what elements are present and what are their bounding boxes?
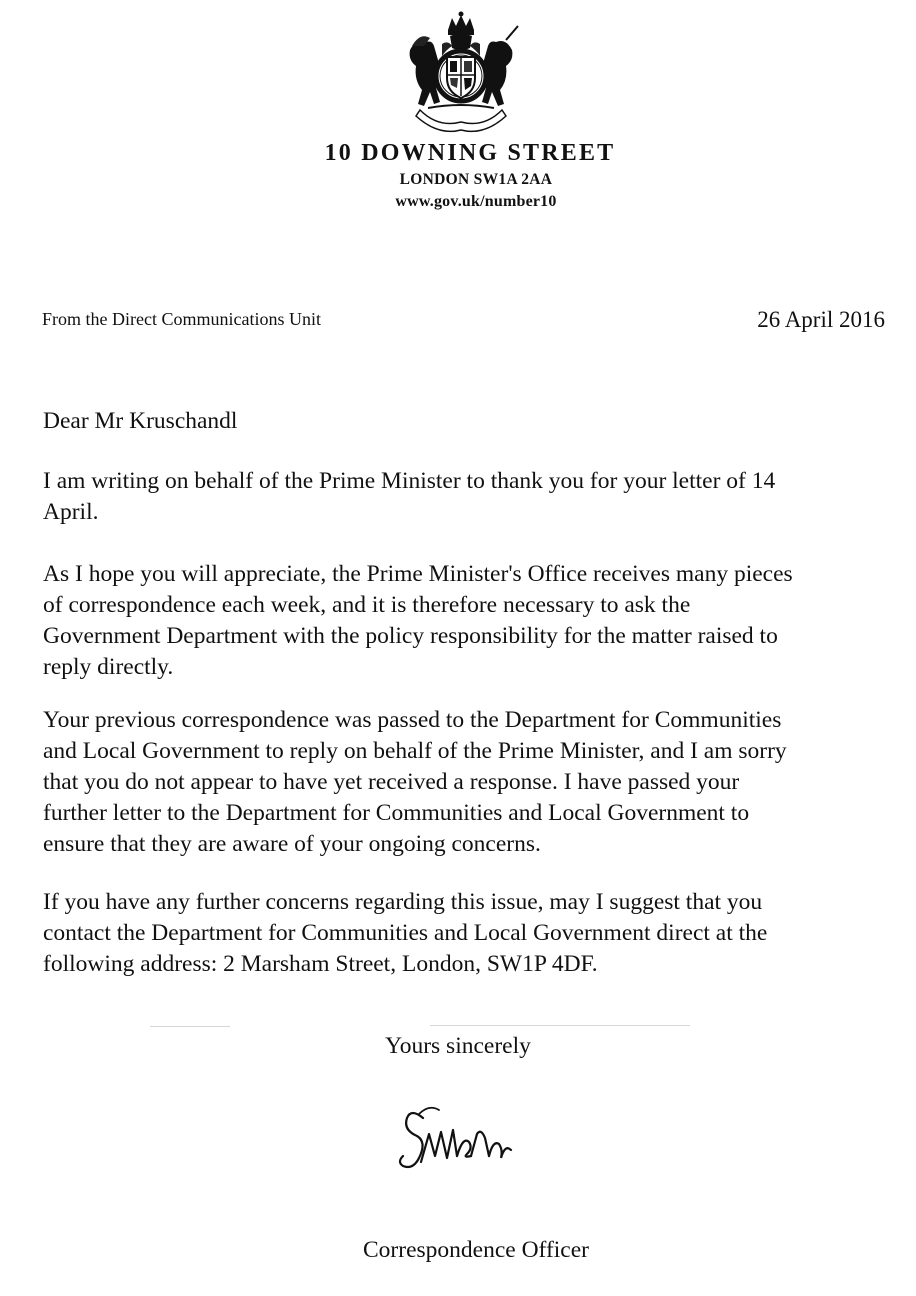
- body-paragraph: [43, 559, 793, 683]
- signatory-title: Correspondence Officer: [363, 1237, 589, 1263]
- paragraph-line: contact the Department for Communities and Local Government direct at the: [43, 920, 768, 946]
- paragraph-line: April.: [43, 499, 99, 525]
- letterhead-title: 10 DOWNING STREET: [324, 140, 616, 166]
- paragraph-line: reply directly.: [43, 654, 174, 680]
- paragraph-line: and Local Government to reply on behalf of the Prime Minister, and I am sorry: [43, 738, 787, 764]
- handwritten-signature-icon: [393, 1100, 523, 1195]
- salutation: Dear Mr Kruschandl: [43, 408, 238, 434]
- paragraph-line: If you have any further concerns regarding this issue, may I suggest that you: [43, 889, 763, 915]
- sender-unit: From the Direct Communications Unit: [42, 309, 321, 329]
- letterhead-website: www.gov.uk/number10: [395, 193, 557, 210]
- paragraph-line: of correspondence each week, and it is therefore necessary to ask the: [43, 592, 691, 618]
- paragraph-line: ensure that they are aware of your ongoing concerns.: [43, 831, 541, 857]
- scan-artifact-line: [150, 1026, 230, 1027]
- valediction: Yours sincerely: [385, 1033, 531, 1059]
- paragraph-line: that you do not appear to have yet received a response. I have passed your: [43, 769, 740, 795]
- paragraph-line: further letter to the Department for Communities and Local Government to: [43, 800, 750, 826]
- body-paragraph: [43, 705, 787, 860]
- letterhead-address: LONDON SW1A 2AA: [399, 171, 553, 188]
- body-paragraph: [43, 466, 775, 528]
- royal-coat-of-arms-icon: [398, 10, 524, 136]
- paragraph-line: I am writing on behalf of the Prime Minister to thank you for your letter of 14: [43, 468, 776, 494]
- body-paragraph: [43, 887, 767, 980]
- letter-date: 26 April 2016: [757, 307, 885, 332]
- paragraph-line: Government Department with the policy responsibility for the matter raised to: [43, 623, 778, 649]
- scan-artifact-line: [430, 1025, 690, 1026]
- paragraph-line: As I hope you will appreciate, the Prime Minister's Office receives many pieces: [43, 561, 793, 587]
- paragraph-line: Your previous correspondence was passed to the Department for Communities: [43, 707, 782, 733]
- paragraph-line: following address: 2 Marsham Street, London, SW1P 4DF.: [43, 951, 598, 977]
